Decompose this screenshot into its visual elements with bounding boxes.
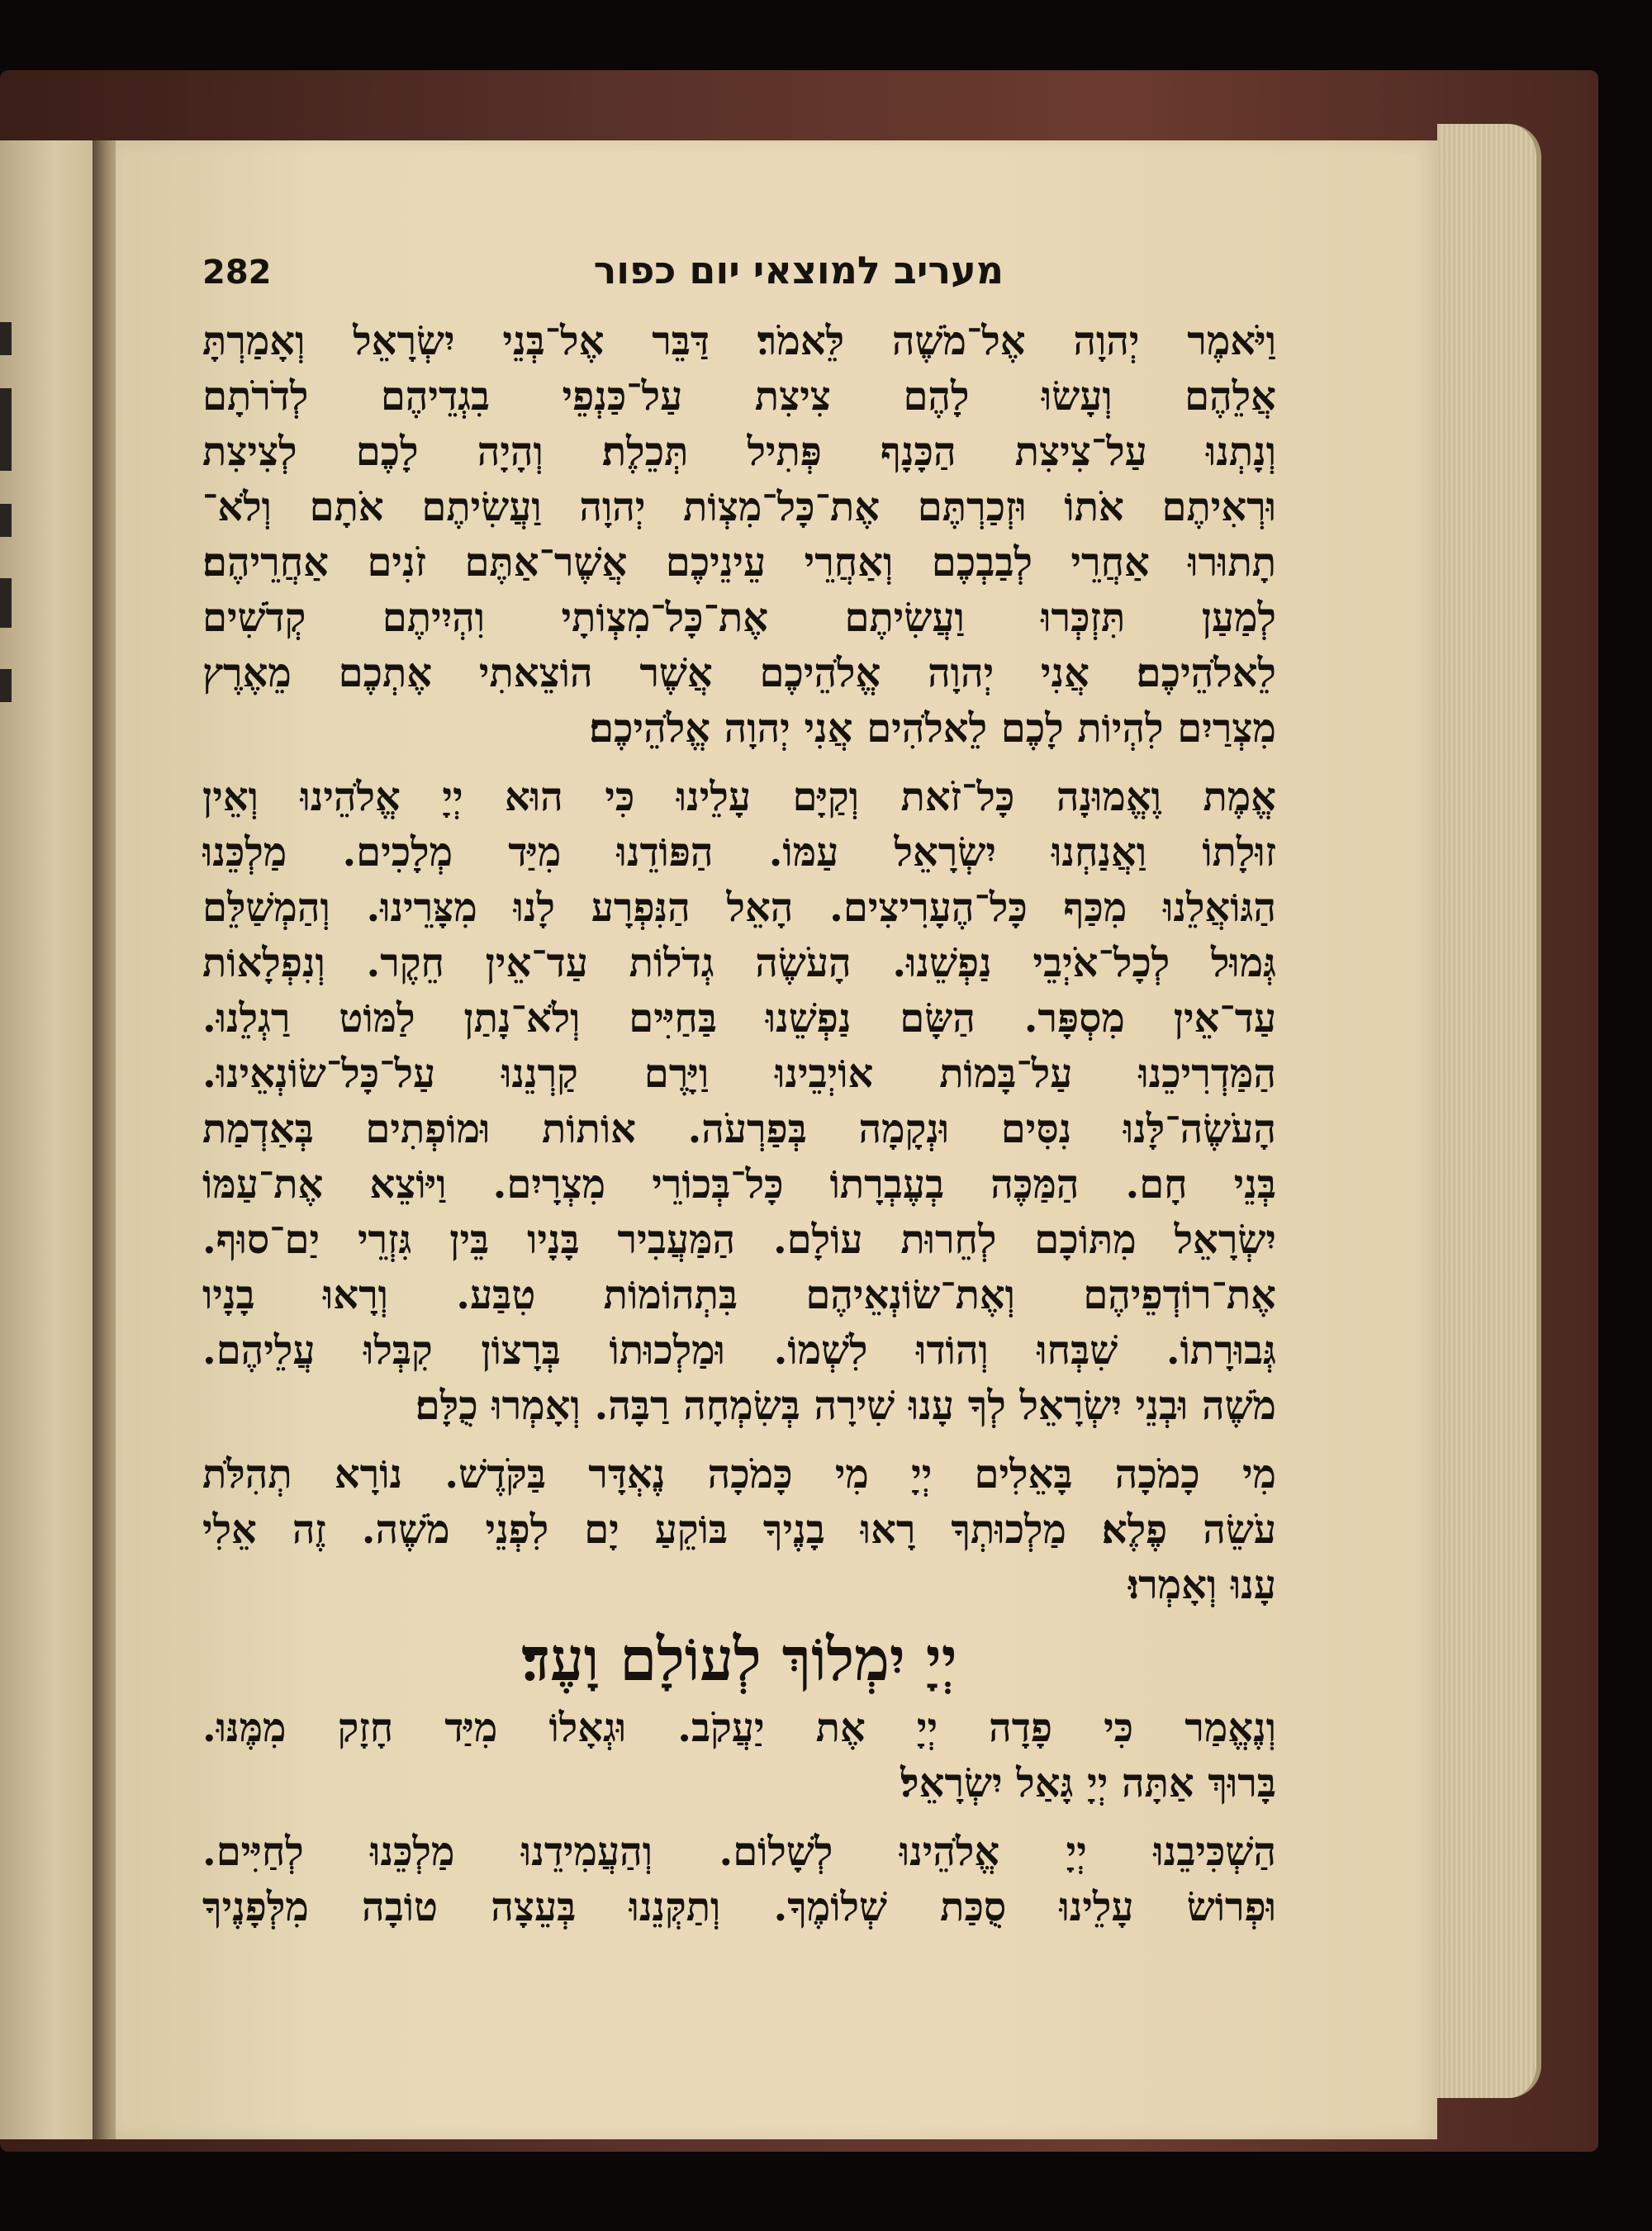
page-block-edges — [1437, 124, 1541, 2098]
text-line: בָּרוּךְ אַתָּה יְיָ גָּאַל יִשְׂרָאֵל׃ — [900, 1760, 1276, 1806]
text-line: הַמַּדְרִיכֵנוּ עַל־בָּמוֹת אוֹיְבֵינוּ וַיָּרֶם קַרְנֵנוּ עַל־כָּל־שׂוֹנְאֵינוּ. — [202, 1051, 1276, 1097]
text-line: וּפְרוֹשׂ עָלֵינוּ סֻכַּת שְׁלוֹמֶךָ. וְתַקְּנֵנוּ בְּעֵצָה טוֹבָה מִלְּפָנֶיךָ — [202, 1884, 1276, 1930]
paragraph-mi-chamocha — [202, 1447, 1276, 1613]
text-line: גְּמוּל לְכָל־אֹיְבֵי נַפְשֵׁנוּ. הָעֹשֶׂה גְדֹלוֹת עַד־אֵין חֵקֶר. וְנִפְלָאוֹת — [202, 940, 1276, 986]
text-line: עֹשֵׂה פֶלֶא׃ מַלְכוּתְךָ רָאוּ בָנֶיךָ בּוֹקֵעַ יָם לִפְנֵי מֹשֶׁה. זֶה אֵלִי — [202, 1507, 1276, 1553]
text-line: הָעֹשֶׂה־לָּנוּ נִסִּים וּנְקָמָה בְּפַרְעֹה. אוֹתוֹת וּמוֹפְתִים בְּאַדְמַת — [202, 1106, 1276, 1152]
page-text-block — [202, 248, 1276, 1935]
left-page-text-fragment — [0, 669, 12, 702]
text-line: מִצְרַיִם לִהְיוֹת לָכֶם לֵאלֹהִים אֲנִי יְהוָה אֱלֹהֵיכֶם׃ — [589, 705, 1276, 752]
text-line: וּרְאִיתֶם אֹתוֹ וּזְכַרְתֶּם אֶת־כָּל־מִצְוֹת יְהוָה וַעֲשִׂיתֶם אֹתָם וְלֹא־ — [202, 484, 1276, 530]
paragraph-hashkiveinu — [202, 1825, 1276, 1935]
left-page-text-fragment — [0, 388, 12, 471]
text-line: תָתוּרוּ אַחֲרֵי לְבַבְכֶם וְאַחֲרֵי עֵינֵיכֶם אֲשֶׁר־אַתֶּם זֹנִים אַחֲרֵיהֶם׃ — [202, 539, 1276, 586]
text-line: הַגּוֹאֲלֵנוּ מִכַּף כָּל־הֶעָרִיצִים. הָאֵל הַנִּפְרָע לָנוּ מִצָּרֵינוּ. וְהַמְשַׁלֵּם — [202, 885, 1276, 931]
text-line: אֶת־רוֹדְפֵיהֶם וְאֶת־שׂוֹנְאֵיהֶם בִּתְהוֹמוֹת טִבַּע. וְרָאוּ בָנָיו — [202, 1272, 1276, 1318]
left-page-text-fragment — [0, 578, 12, 628]
text-line: לֵאלֹהֵיכֶם׃ אֲנִי יְהוָה אֱלֹהֵיכֶם אֲשֶׁר הוֹצֵאתִי אֶתְכֶם מֵאֶרֶץ — [202, 650, 1276, 696]
text-line: בְּנֵי חָם. הַמַּכֶּה בְעֶבְרָתוֹ כָּל־בְּכוֹרֵי מִצְרָיִם. וַיּוֹצֵא אֶת־עַמּוֹ — [202, 1161, 1276, 1208]
page-number: 282 — [202, 254, 272, 292]
left-page-text-fragment — [0, 322, 12, 355]
text-line: זוּלָתוֹ וַאֲנַחְנוּ יִשְׂרָאֵל עַמּוֹ. הַפּוֹדֵנוּ מִיַּד מְלָכִים. מַלְכֵּנוּ — [202, 829, 1276, 876]
text-line: וְנָתְנוּ עַל־צִיצִת הַכָּנָף פְּתִיל תְּכֵלֶת׃ וְהָיָה לָכֶם לְצִיצִת — [202, 429, 1276, 475]
text-line: הַשְׁכִּיבֵנוּ יְיָ אֱלֹהֵינוּ לְשָׁלוֹם. וְהַעֲמִידֵנוּ מַלְכֵּנוּ לְחַיִּים. — [202, 1829, 1276, 1875]
left-page-text-fragment — [0, 504, 12, 537]
running-title: מעריב למוצאי יום כפור — [593, 248, 1004, 292]
highlighted-verse: יְיָ יִמְלוֹךְ לְעוֹלָם וָעֶד׃ — [521, 1624, 957, 1694]
text-line: מֹשֶׁה וּבְנֵי יִשְׂרָאֵל לְךָ עָנוּ שִׁירָה בְּשִׂמְחָה רַבָּה. וְאָמְרוּ כֻלָּם׃ — [415, 1383, 1276, 1429]
left-page-edge — [0, 140, 96, 2139]
text-line: אֲלֵהֶם וְעָשׂוּ לָהֶם צִיצִת עַל־כַּנְפֵי בִגְדֵיהֶם לְדֹרֹתָם — [202, 373, 1276, 420]
text-line: לְמַעַן תִּזְכְּרוּ וַעֲשִׂיתֶם אֶת־כָּל־מִצְוֹתָי וִהְיִיתֶם קְדֹשִׁים — [202, 595, 1276, 641]
text-line: וַיֹּאמֶר יְהוָה אֶל־מֹשֶׁה לֵּאמֹר׃ דַּבֵּר אֶל־בְּנֵי יִשְׂרָאֵל וְאָמַרְתָּ — [202, 318, 1276, 364]
text-line: מִי כָמֹכָה בָּאֵלִים יְיָ מִי כָּמֹכָה נֶאְדָּר בַּקֹּדֶשׁ. נוֹרָא תְהִלֹּת — [202, 1451, 1276, 1498]
paragraph-emet-veemunah — [202, 770, 1276, 1434]
text-line: יִשְׂרָאֵל מִתּוֹכָם לְחֵרוּת עוֹלָם. הַמַּעֲבִיר בָּנָיו בֵּין גִּזְרֵי יַם־סוּף. — [202, 1217, 1276, 1263]
paragraph-tzitzit — [202, 314, 1276, 757]
text-line: גְּבוּרָתוֹ. שִׁבְּחוּ וְהוֹדוּ לִשְׁמוֹ. וּמַלְכוּתוֹ בְּרָצוֹן קִבְּלוּ עֲלֵיהֶם. — [202, 1327, 1276, 1374]
page-header — [202, 248, 1276, 306]
text-line: וְנֶאֱמַר כִּי פָדָה יְיָ אֶת יַעֲקֹב. וּגְאָלוֹ מִיַּד חָזָק מִמֶּנּוּ. — [202, 1705, 1276, 1751]
text-line: עַד־אֵין מִסְפָּר. הַשָּׂם נַפְשֵׁנוּ בַּחַיִּים וְלֹא־נָתַן לַמּוֹט רַגְלֵנוּ. — [202, 995, 1276, 1042]
text-line: אֱמֶת וֶאֱמוּנָה כָּל־זֹאת וְקַיָּם עָלֵינוּ כִּי הוּא יְיָ אֱלֹהֵינוּ וְאֵין — [202, 774, 1276, 820]
text-line: עָנוּ וְאָמְרוּ׃ — [1127, 1562, 1276, 1608]
paragraph-vneemar — [202, 1701, 1276, 1811]
